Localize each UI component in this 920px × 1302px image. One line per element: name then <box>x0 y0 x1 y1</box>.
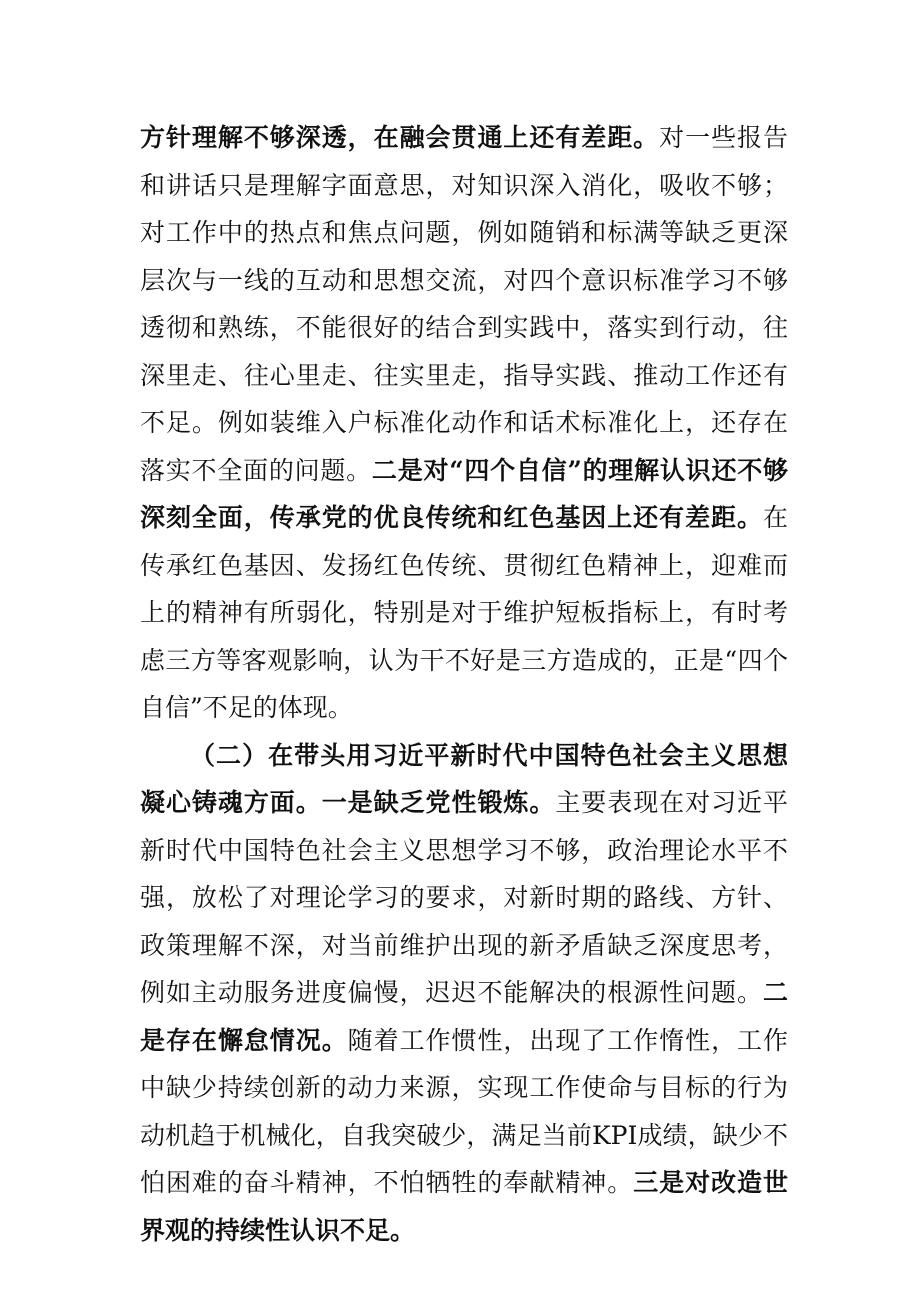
bold-heading-run: 二是存在懈怠情况。 <box>140 978 788 1055</box>
bold-heading-run: 三是对改造世界观的持续性认识不足。 <box>140 1168 788 1245</box>
bold-heading-run: 二是对“四个自信”的理解认识还不够深刻全面，传承党的优良传统和红色基因上还有差距。 <box>140 455 788 532</box>
bold-heading-run: 方针理解不够深透，在融会贯通上还有差距。 <box>140 123 660 152</box>
document-page <box>140 114 788 1254</box>
paragraph-1 <box>140 114 788 732</box>
body-text-run: 主要表现在对习近平新时代中国特色社会主义思想学习不够，政治理论水平不强，放松了对理论学习的要求，对新时期的路线、方针、政策理解不深，对当前维护出现的新矛盾缺乏深度思考，例如主动服务进度偏慢，迟迟不能解决的根源性问题。 <box>140 788 788 1007</box>
paragraph-2 <box>140 732 788 1255</box>
body-text-run: 在传承红色基因、发扬红色传统、贯彻红色精神上，迎难而上的精神有所弱化，特别是对于维护短板指标上，有时考虑三方等客观影响，认为干不好是三方造成的，正是“四个自信”不足的体现。 <box>140 503 788 722</box>
body-text-run: 对一些报告和讲话只是理解字面意思，对知识深入消化，吸收不够；对工作中的热点和焦点问题，例如随销和标满等缺乏更深层次与一线的互动和思想交流，对四个意识标准学习不够透彻和熟练，不能很好的结合到实践中，落实到行动，往深里走、往心里走、往实里走，指导实践、推动工作还有不足。例如装维入户标准化动作和话术标准化上，还存在落实不全面的问题。 <box>140 123 788 485</box>
section-heading-run: （二）在带头用习近平新时代中国特色社会主义思想凝心铸魂方面。一是缺乏党性锻炼。 <box>140 740 788 817</box>
body-text-run: 随着工作惯性，出现了工作惰性，工作中缺少持续创新的动力来源，实现工作使命与目标的行为动机趋于机械化，自我突破少，满足当前KPI成绩，缺少不怕困难的奋斗精神，不怕牺牲的奉献精神。 <box>140 1025 788 1197</box>
